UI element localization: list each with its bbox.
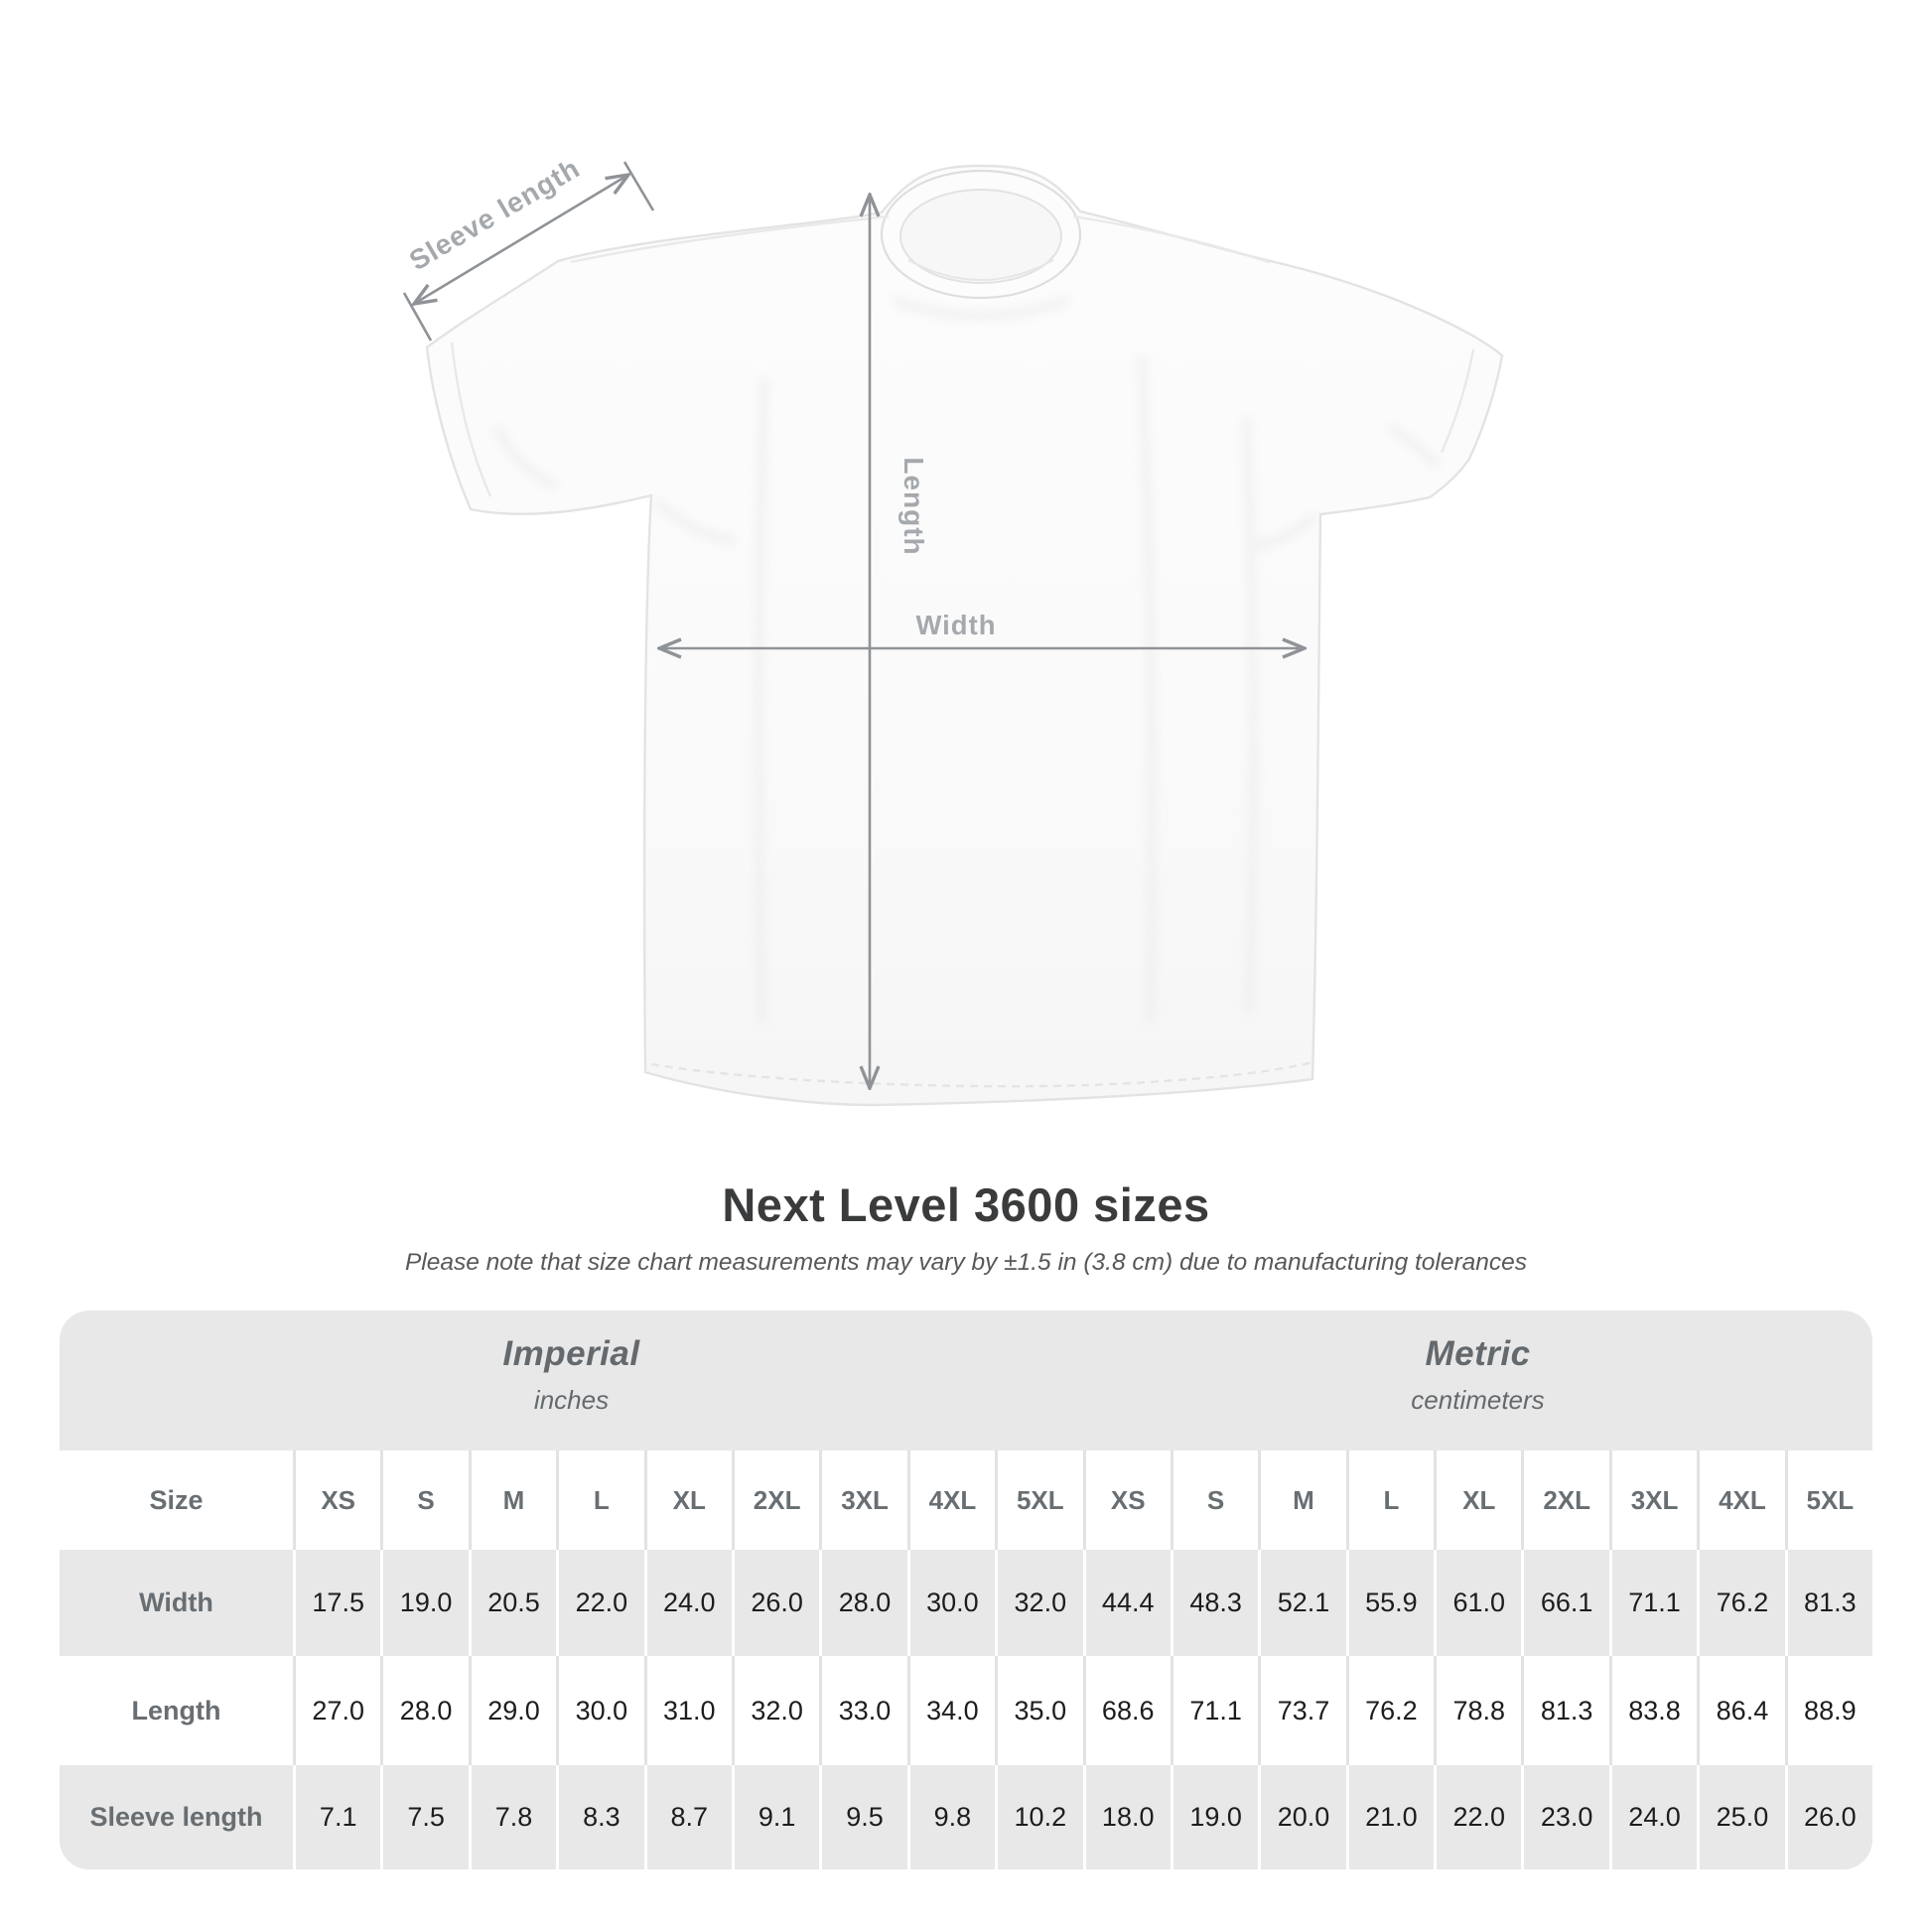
measurement-row [60, 1765, 1872, 1869]
value-cell: 28.0 [819, 1550, 906, 1656]
value-cell: 20.0 [1258, 1765, 1345, 1869]
value-cell: 24.0 [1609, 1765, 1697, 1869]
value-cell: 8.3 [556, 1765, 643, 1869]
size-header-cell: XL [1434, 1450, 1521, 1550]
row-label-cell: Length [60, 1656, 293, 1765]
row-label-cell: Sleeve length [60, 1765, 293, 1869]
value-cell: 81.3 [1521, 1656, 1608, 1765]
value-cell: 30.0 [556, 1656, 643, 1765]
value-cell: 26.0 [732, 1550, 819, 1656]
size-header-cell: S [380, 1450, 468, 1550]
metric-title: Metric [1425, 1334, 1531, 1373]
width-label: Width [915, 610, 997, 640]
page-title: Next Level 3600 sizes [722, 1178, 1210, 1231]
size-header-cell: S [1171, 1450, 1258, 1550]
size-header-cell: 3XL [1609, 1450, 1697, 1550]
value-cell: 68.6 [1083, 1656, 1171, 1765]
value-cell: 33.0 [819, 1656, 906, 1765]
value-cell: 55.9 [1346, 1550, 1434, 1656]
size-header-cell: M [469, 1450, 556, 1550]
value-cell: 8.7 [644, 1765, 732, 1869]
size-header-cell: L [556, 1450, 643, 1550]
value-cell: 18.0 [1083, 1765, 1171, 1869]
value-cell: 23.0 [1521, 1765, 1608, 1869]
page-subtitle: Please note that size chart measurements may vary by ±1.5 in (3.8 cm) due to manufacturing tolerances [404, 1249, 1528, 1276]
value-cell: 73.7 [1258, 1656, 1345, 1765]
size-header-cell: 3XL [819, 1450, 906, 1550]
size-header-cell: XS [293, 1450, 380, 1550]
value-cell: 30.0 [907, 1550, 995, 1656]
measurement-row [60, 1550, 1872, 1656]
value-cell: 7.1 [293, 1765, 380, 1869]
value-cell: 61.0 [1434, 1550, 1521, 1656]
value-cell: 22.0 [1434, 1765, 1521, 1869]
value-cell: 27.0 [293, 1656, 380, 1765]
value-cell: 9.1 [732, 1765, 819, 1869]
value-cell: 9.5 [819, 1765, 906, 1869]
value-cell: 71.1 [1171, 1656, 1258, 1765]
size-header-cell: 4XL [907, 1450, 995, 1550]
value-cell: 66.1 [1521, 1550, 1608, 1656]
value-cell: 22.0 [556, 1550, 643, 1656]
value-cell: 9.8 [907, 1765, 995, 1869]
imperial-header [60, 1311, 1083, 1450]
value-cell: 86.4 [1697, 1656, 1784, 1765]
value-cell: 81.3 [1785, 1550, 1872, 1656]
value-cell: 48.3 [1171, 1550, 1258, 1656]
value-cell: 32.0 [732, 1656, 819, 1765]
value-cell: 35.0 [995, 1656, 1082, 1765]
size-header-cell: XL [644, 1450, 732, 1550]
value-cell: 7.5 [380, 1765, 468, 1869]
size-table-card [60, 1311, 1872, 1869]
value-cell: 44.4 [1083, 1550, 1171, 1656]
size-header-cell: XS [1083, 1450, 1171, 1550]
value-cell: 24.0 [644, 1550, 732, 1656]
measurement-row [60, 1656, 1872, 1765]
value-cell: 28.0 [380, 1656, 468, 1765]
value-cell: 34.0 [907, 1656, 995, 1765]
value-cell: 25.0 [1697, 1765, 1784, 1869]
sleeve-arrow-tick-left [404, 293, 431, 341]
value-cell: 29.0 [469, 1656, 556, 1765]
value-cell: 76.2 [1346, 1656, 1434, 1765]
collar [882, 171, 1080, 298]
value-cell: 31.0 [644, 1656, 732, 1765]
value-cell: 10.2 [995, 1765, 1082, 1869]
unit-header-band [60, 1311, 1872, 1450]
value-cell: 17.5 [293, 1550, 380, 1656]
imperial-subtitle: inches [533, 1385, 610, 1415]
size-header-cell: 4XL [1697, 1450, 1784, 1550]
size-header-cell: 2XL [732, 1450, 819, 1550]
metric-header [1083, 1311, 1872, 1450]
size-header-cell: 2XL [1521, 1450, 1608, 1550]
value-cell: 7.8 [469, 1765, 556, 1869]
value-cell: 83.8 [1609, 1656, 1697, 1765]
metric-subtitle: centimeters [1411, 1385, 1545, 1415]
value-cell: 19.0 [380, 1550, 468, 1656]
size-header-cell: M [1258, 1450, 1345, 1550]
imperial-title: Imperial [502, 1334, 640, 1373]
value-cell: 71.1 [1609, 1550, 1697, 1656]
value-cell: 32.0 [995, 1550, 1082, 1656]
sleeve-length-label: Sleeve length [403, 152, 586, 277]
length-label: Length [898, 457, 929, 556]
value-cell: 19.0 [1171, 1765, 1258, 1869]
size-corner-cell: Size [60, 1450, 293, 1550]
size-table [60, 1450, 1872, 1869]
row-label-cell: Width [60, 1550, 293, 1656]
value-cell: 88.9 [1785, 1656, 1872, 1765]
value-cell: 21.0 [1346, 1765, 1434, 1869]
value-cell: 76.2 [1697, 1550, 1784, 1656]
size-header-cell: L [1346, 1450, 1434, 1550]
value-cell: 52.1 [1258, 1550, 1345, 1656]
size-header-cell: 5XL [995, 1450, 1082, 1550]
value-cell: 78.8 [1434, 1656, 1521, 1765]
sleeve-arrow-tick-right [624, 162, 653, 210]
size-header-cell: 5XL [1785, 1450, 1872, 1550]
size-header-row [60, 1450, 1872, 1550]
value-cell: 20.5 [469, 1550, 556, 1656]
value-cell: 26.0 [1785, 1765, 1872, 1869]
